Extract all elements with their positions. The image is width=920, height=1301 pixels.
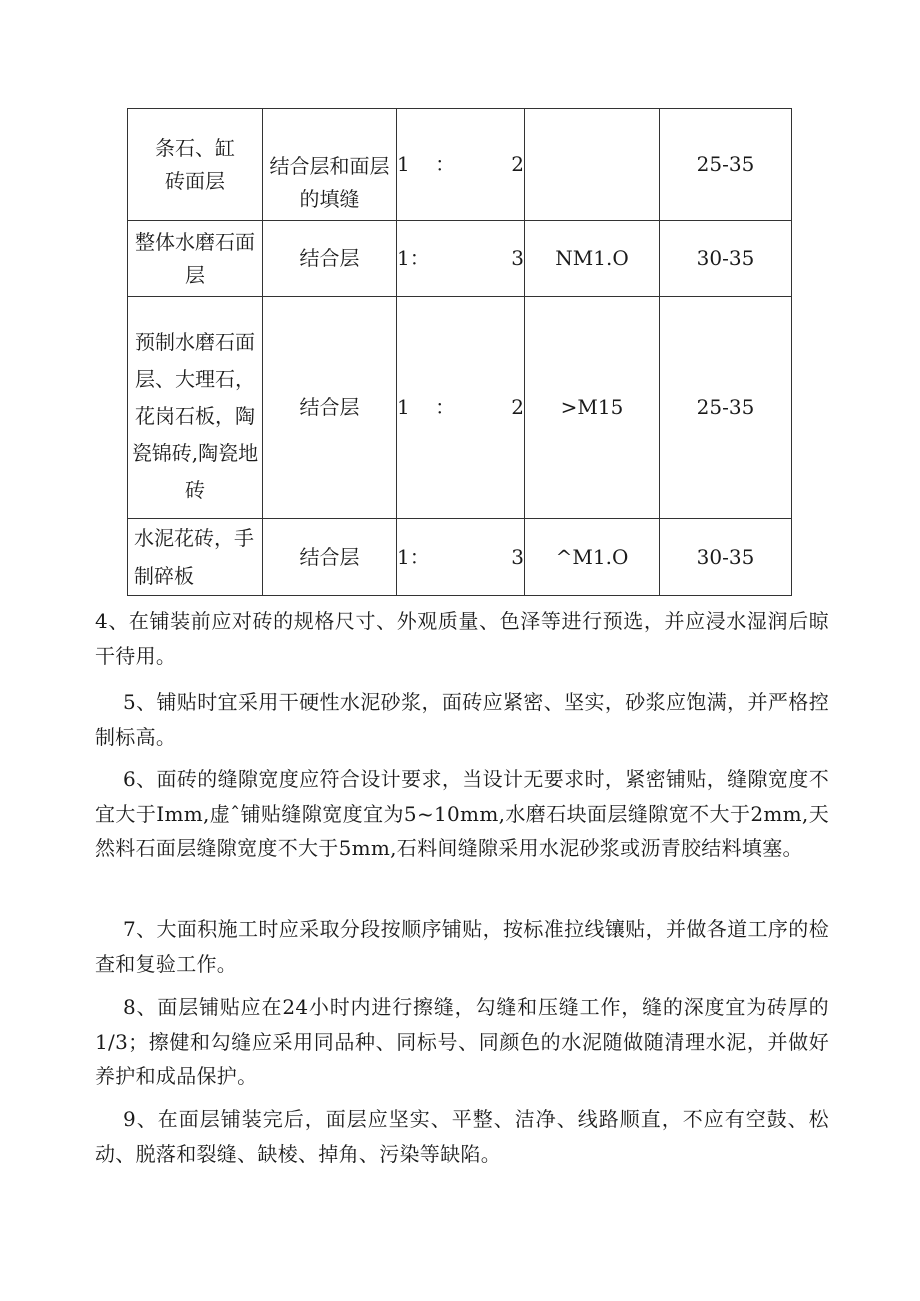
material-cell: 预制水磨石面层、大理石，花岗石板，陶瓷锦砖,陶瓷地砖 (128, 297, 263, 519)
table-row (128, 519, 792, 596)
ratio-right: 2 (511, 152, 524, 176)
strength-cell: ^M1.O (525, 519, 660, 596)
ratio-right: 2 (511, 395, 524, 419)
table-row (128, 221, 792, 297)
ratio-left: 1 ： (397, 395, 456, 419)
ratio-cell (397, 109, 525, 221)
ratio-cell (397, 519, 525, 596)
strength-cell: >M15 (525, 297, 660, 519)
table-row (128, 297, 792, 519)
layer-cell: 结合层和面层的填缝 (263, 109, 397, 221)
layer-cell: 结合层 (263, 297, 397, 519)
paragraph-8: 8、面层铺贴应在24小时内进行擦缝，勾缝和压缝工作，缝的深度宜为砖厚的1/3；擦健和勾缝应采用同品种、同标号、同颜色的水泥随做随清理水泥，并做好养护和成品保护。 (95, 995, 829, 1088)
ratio-cell (397, 297, 525, 519)
layer-cell: 结合层 (263, 221, 397, 297)
thickness-cell: 30-35 (660, 221, 792, 297)
table-row (128, 109, 792, 221)
strength-cell: NM1.O (525, 221, 660, 297)
thickness-cell: 30-35 (660, 519, 792, 596)
ratio (397, 148, 524, 181)
ratio-right: 3 (511, 544, 524, 569)
paragraph-6: 6、面砖的缝隙宽度应符合设计要求，当设计无要求时，紧密铺贴，缝隙宽度不宜大于Imm,虚ˆ铺贴缝隙宽度宜为5~10mm,水磨石块面层缝隙宽不大于2mm,天然料石面层缝隙宽度不大于5mm,石料间缝隙采用水泥砂浆或沥青胶结料填塞。 (95, 767, 829, 860)
paragraph-5: 5、铺贴时宜采用干硬性水泥砂浆，面砖应紧密、坚实，砂浆应饱满，并严格控制标高。 (95, 690, 829, 749)
ratio-cell (397, 221, 525, 297)
paragraph-4: 4、在铺装前应对砖的规格尺寸、外观质量、色泽等进行预选，并应浸水湿润后晾干待用。 (95, 609, 829, 668)
mortar-spec-table (127, 108, 792, 596)
paragraph-9: 9、在面层铺装完后，面层应坚实、平整、洁净、线路顺直，不应有空鼓、松动、脱落和裂缝、缺棱、掉角、污染等缺陷。 (95, 1107, 829, 1166)
ratio-left: 1 ： (397, 152, 456, 176)
thickness-cell: 25-35 (660, 109, 792, 221)
material-cell: 水泥花砖，手制碎板 (128, 519, 263, 596)
strength-cell (525, 109, 660, 221)
layer-cell: 结合层 (263, 519, 397, 596)
material-cell: 条石、缸砖面层 (128, 109, 263, 221)
ratio (397, 242, 524, 275)
material-cell: 整体水磨石面层 (128, 221, 263, 297)
paragraph-7: 7、大面积施工时应采取分段按顺序铺贴，按标准拉线镶贴，并做各道工序的检查和复验工作。 (95, 917, 829, 976)
thickness-cell: 25-35 (660, 297, 792, 519)
ratio-right: 3 (511, 246, 524, 270)
ratio-left: 1： (397, 246, 430, 270)
ratio (397, 391, 524, 424)
ratio-left: 1： (397, 544, 430, 569)
ratio (397, 541, 524, 574)
